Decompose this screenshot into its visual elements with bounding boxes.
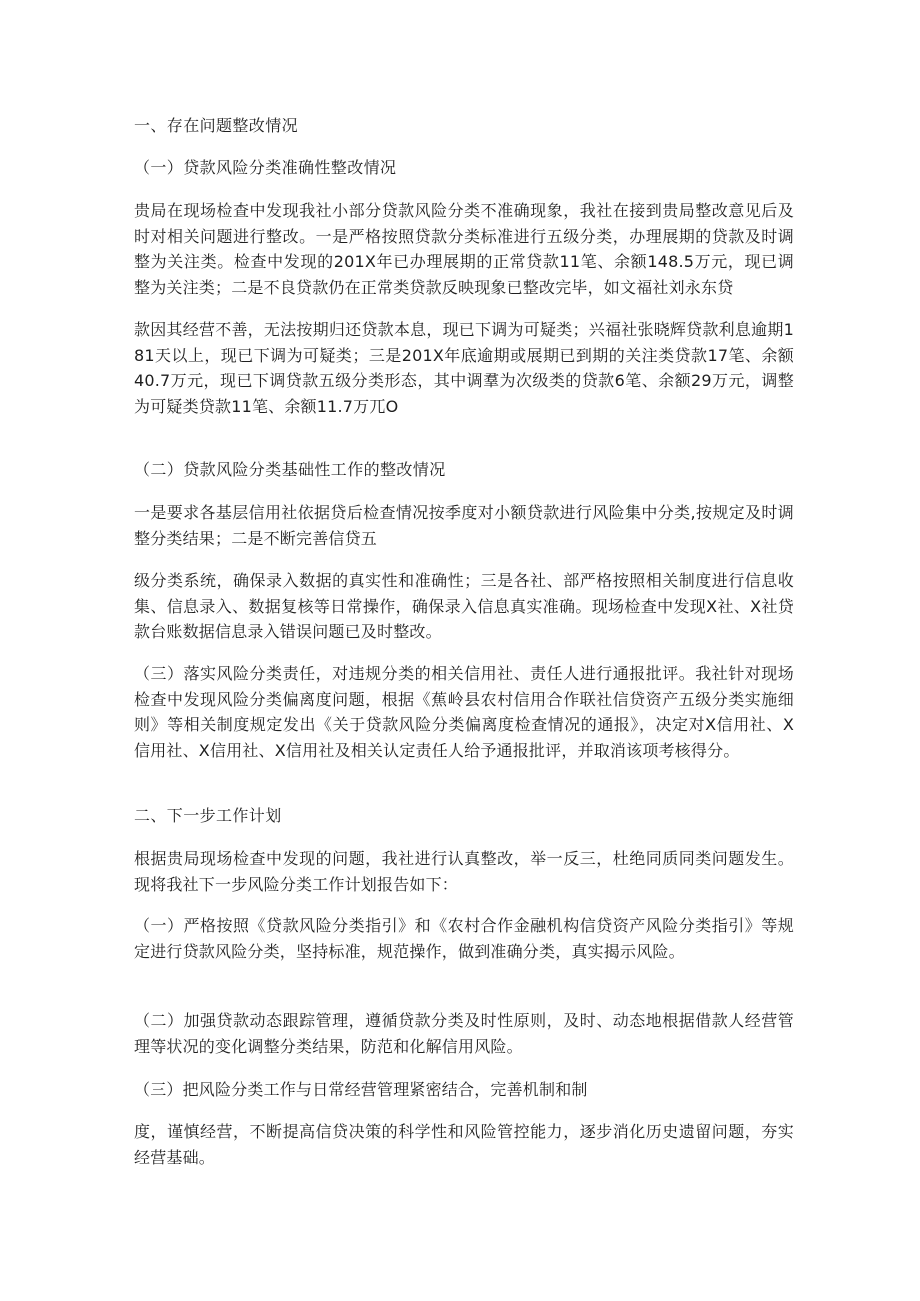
paragraph: 根据贵局现场检查中发现的问题，我社进行认真整改，举一反三，杜绝同质同类问题发生。现将我社下一步风险分类工作计划报告如下： <box>134 849 794 894</box>
paragraph: 一是要求各基层信用社依据贷后检查情况按季度对小额贷款进行风险集中分类,按规定及时调整分类结果；二是不断完善信贷五 <box>134 503 794 548</box>
subsection-heading-2: （二）贷款风险分类基础性工作的整改情况 <box>134 460 446 479</box>
paragraph: 贵局在现场检查中发现我社小部分贷款风险分类不准确现象，我社在接到贵局整改意见后及时对相关问题进行整改。一是严格按照贷款分类标准进行五级分类，办理展期的贷款及时调整为关注类。检查中发现的201X年已办理展期的正常贷款11笔、余额148.5万元，现已调整为关注类；二是不良贷款仍在正常类贷款反映现象已整改完毕，如文福社刘永东贷 <box>134 201 794 297</box>
paragraph: 度，谨慎经营，不断提高信贷决策的科学性和风险管控能力，逐步消化历史遗留问题，夯实经营基础。 <box>134 1122 794 1167</box>
paragraph: 级分类系统，确保录入数据的真实性和准确性；三是各社、部严格按照相关制度进行信息收集、信息录入、数据复核等日常操作，确保录入信息真实准确。现场检查中发现X社、X社贷款台账数据信息录入错误问题已及时整改。 <box>134 571 794 641</box>
subsection-heading-1: （一）贷款风险分类准确性整改情况 <box>134 158 397 177</box>
paragraph: （三）落实风险分类责任，对违规分类的相关信用社、责任人进行通报批评。我社针对现场检查中发现风险分类偏离度问题，根据《蕉岭县农村信用合作联社信贷资产五级分类实施细则》等相关制度规定发出《关于贷款风险分类偏离度检查情况的通报》，决定对X信用社、X信用社、X信用社、X信用社及相关认定责任人给予通报批评，并取消该项考核得分。 <box>134 664 794 760</box>
paragraph: （一）严格按照《贷款风险分类指引》和《农村合作金融机构信贷资产风险分类指引》等规定进行贷款风险分类，坚持标准，规范操作，做到准确分类，真实揭示风险。 <box>134 916 794 961</box>
paragraph: （三）把风险分类工作与日常经营管理紧密结合，完善机制和制 <box>134 1080 588 1099</box>
paragraph: 款因其经营不善，无法按期归还贷款本息，现已下调为可疑类；兴福社张晓辉贷款利息逾期181天以上，现已下调为可疑类；三是201X年底逾期或展期已到期的关注类贷款17笔、余额40.7万元，现已下调贷款五级分类形态，其中调羣为次级类的贷款6笔、余额29万元，调整为可疑类贷款11笔、余额11.7万兀O <box>134 320 794 416</box>
section-heading-1: 一、存在问题整改情况 <box>134 116 299 135</box>
paragraph: （二）加强贷款动态跟踪管理，遵循贷款分类及时性原则，及时、动态地根据借款人经营管理等状况的变化调整分类结果，防范和化解信用风险。 <box>134 1011 794 1056</box>
section-heading-2: 二、下一步工作计划 <box>134 806 282 825</box>
